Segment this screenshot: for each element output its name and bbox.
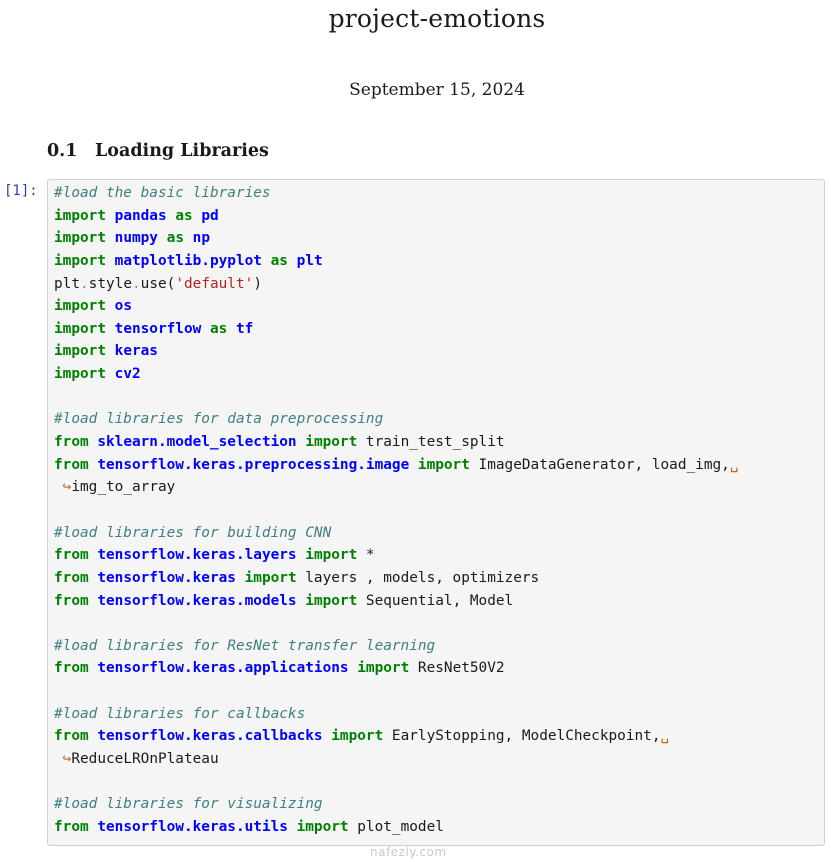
code-token: import [417,456,470,473]
code-token: from [54,456,89,473]
code-token: import [54,252,106,269]
code-token [193,208,202,224]
code-line [54,386,738,409]
code-token [54,479,63,495]
code-token: tf [235,320,254,337]
code-line [54,318,738,341]
section-number: 0.1 [47,141,78,161]
code-token: import [305,547,358,564]
code-line [54,657,738,680]
code-token: from [54,592,89,609]
code-line [54,544,738,567]
code-token: ␣ [660,728,670,745]
code-token: import [54,298,106,315]
code-token: plot_model [348,818,444,835]
code-token: import [54,207,106,224]
code-line [54,454,738,477]
code-line [54,408,738,431]
code-token: import [244,569,297,586]
code-line [54,205,738,228]
section-title: Loading Libraries [95,141,269,161]
code-line [54,725,738,748]
code-line [54,340,738,363]
code-token: * [357,547,375,564]
code-token: import [54,320,106,337]
code-token: from [54,818,89,835]
code-token: ResNet50V2 [409,660,505,677]
code-token: as [270,252,288,269]
code-token: import [54,343,106,360]
code-token: #load libraries for ResNet transfer learning [54,637,436,654]
code-token [106,298,115,314]
code-token: style [88,275,132,292]
code-line [54,590,738,613]
code-token [227,321,236,337]
code-token: tensorflow.keras.preprocessing.image [97,456,410,473]
code-token: train_test_split [357,434,505,451]
code-token [167,208,176,224]
code-token: import [54,366,106,383]
code-line [54,363,738,386]
code-line [54,703,738,726]
cell-prompt: [1]: [4,183,38,199]
code-cell[interactable] [47,179,825,846]
code-line [54,250,738,273]
code-token [297,547,306,563]
code-line [54,567,738,590]
code-token: layers , models, optimizers [296,569,540,586]
code-token: matplotlib.pyplot [114,252,262,269]
code-token: import [305,434,358,451]
code-token: . [80,275,89,292]
code-token: as [166,230,184,247]
code-token [106,253,115,269]
code-token: sklearn.model_selection [97,434,297,451]
code-token: img_to_array [71,479,176,496]
code-token [323,728,332,744]
code-token: as [209,320,228,337]
code-token: tensorflow.keras.applications [97,660,349,677]
code-token: plt [54,275,80,292]
code-line [54,748,738,771]
code-token: tensorflow.keras [97,569,236,586]
code-token: ) [253,275,262,292]
code-token [262,253,271,269]
code-line [54,793,738,816]
code-token: tensorflow.keras.layers [97,547,297,564]
code-token [54,751,63,767]
code-token [297,593,306,609]
code-token: numpy [114,230,158,247]
code-token [106,366,115,382]
code-token [106,208,115,224]
code-token [349,660,358,676]
code-token: ␣ [729,456,739,473]
code-token: pd [201,207,219,224]
code-token: os [114,298,132,315]
code-token: tensorflow.keras.callbacks [97,728,323,745]
code-token: keras [114,343,158,360]
code-token: plt [296,252,323,269]
code-token [158,230,167,246]
code-token: tensorflow [114,320,202,337]
code-token [236,570,245,586]
code-token: #load libraries for data preprocessing [54,411,384,428]
code-token: tensorflow.keras.models [97,592,297,609]
code-line [54,273,738,296]
code-line [54,431,738,454]
code-line [54,816,738,839]
code-token [106,321,115,337]
code-token [184,230,193,246]
code-token: . [132,275,141,292]
code-token [288,253,297,269]
code-line [54,635,738,658]
code-token: ↪ [62,479,72,496]
code-token [297,434,306,450]
code-token: ↪ [62,751,72,768]
code-line [54,522,738,545]
code-token [201,321,210,337]
code-token: Sequential, Model [357,592,514,609]
code-token: #load libraries for visualizing [54,796,323,813]
code-line [54,680,738,703]
code-token: tensorflow.keras.utils [97,818,288,835]
code-token: import [357,660,410,677]
code-token: import [305,592,358,609]
code-line [54,771,738,794]
code-token: #load libraries for building CNN [54,524,332,541]
code-token: from [54,660,89,677]
code-token: use( [140,275,176,292]
code-line [54,499,738,522]
code-token [106,343,115,359]
code-token: from [54,547,89,564]
code-token: import [296,818,349,835]
code-token: from [54,434,89,451]
code-line [54,612,738,635]
code-token: from [54,569,89,586]
code-token: ReduceLROnPlateau [71,751,219,768]
watermark: nafezly.com [370,845,447,859]
code-token: np [192,230,210,247]
code-token: EarlyStopping, ModelCheckpoint, [383,728,661,745]
document-title: project-emotions [328,4,546,33]
code-lines [54,182,738,839]
document-date: September 15, 2024 [349,80,525,100]
code-token: from [54,728,89,745]
code-token [106,230,115,246]
code-token: #load libraries for callbacks [54,705,306,722]
code-line [54,476,738,499]
code-token: #load the basic libraries [54,185,271,201]
section-heading [47,141,269,161]
code-line [54,182,738,205]
code-token: ImageDataGenerator, load_img, [469,456,730,473]
code-line [54,295,738,318]
code-line [54,227,738,250]
code-token [288,819,297,835]
code-token: import [331,728,384,745]
code-token: as [175,207,193,224]
code-token: 'default' [175,275,254,292]
code-token: cv2 [114,366,141,383]
code-token: pandas [114,207,167,224]
code-token: import [54,230,106,247]
code-token [409,457,418,473]
